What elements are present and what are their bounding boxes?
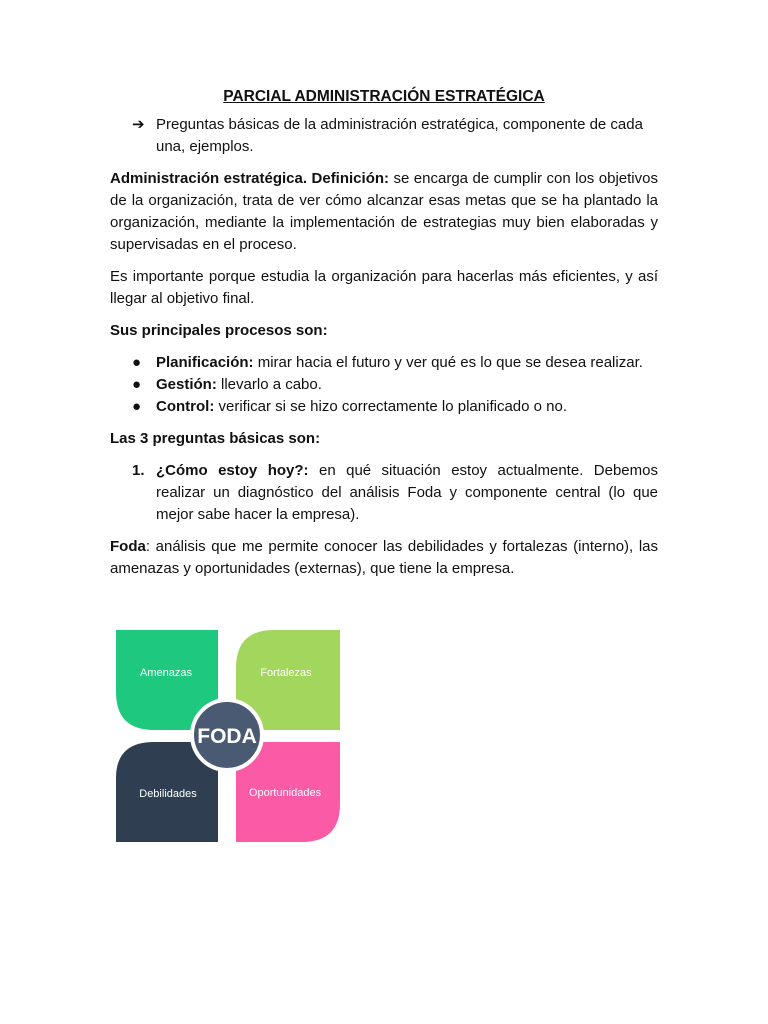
question-label: ¿Cómo estoy hoy?: (156, 462, 309, 479)
amenazas-label: Amenazas (140, 667, 192, 679)
definition-text: se encarga de cumplir con los objetivos de la organización, trata de ver cómo alcanzar esas metas que se ha plantado la organización, mediante la implementación de estrategias muy bien elaboradas y supervisadas en el proceso. (110, 170, 658, 253)
importance-paragraph: Es importante porque estudia la organización para hacerlas más eficientes, y así llegar al objetivo final. (110, 268, 658, 307)
list-item (110, 374, 658, 396)
questions-list (110, 460, 658, 526)
list-item (110, 396, 658, 418)
question-number: 1. (132, 462, 145, 479)
question-text: en qué situación estoy actualmente. Debemos realizar un diagnóstico del análisis Foda y componente central (lo que mejor sabe hacer la empresa). (156, 462, 658, 523)
foda-text: : análisis que me permite conocer las debilidades y fortalezas (interno), las amenazas y oportunidades (externas), que tiene la empresa. (110, 538, 658, 577)
processes-heading: Sus principales procesos son: (110, 322, 328, 339)
document-page (110, 86, 658, 590)
oportunidades-label: Oportunidades (248, 787, 322, 799)
process-text: mirar hacia el futuro y ver qué es lo que se desea realizar. (253, 354, 643, 371)
definition-label: Administración estratégica. Definición: (110, 170, 390, 187)
intro-text: Preguntas básicas de la administración estratégica, componente de cada una, ejemplos. (156, 116, 643, 155)
document-title: PARCIAL ADMINISTRACIÓN ESTRATÉGICA (223, 88, 545, 105)
bullet-icon: ● (132, 354, 142, 371)
list-item (110, 460, 658, 526)
intro-arrow-item (110, 114, 658, 158)
bullet-icon: ● (132, 398, 142, 415)
arrow-right-icon: ➔ (132, 116, 145, 133)
foda-label: Foda (110, 538, 146, 555)
foda-diagram (114, 628, 342, 844)
process-label: Gestión: (156, 376, 217, 393)
fortalezas-label: Fortalezas (260, 667, 312, 679)
process-text: verificar si se hizo correctamente lo planificado o no. (214, 398, 567, 415)
debilidades-label: Debilidades (139, 788, 197, 800)
foda-center-label: FODA (197, 725, 257, 748)
process-label: Planificación: (156, 354, 254, 371)
definition-paragraph (110, 168, 658, 256)
process-label: Control: (156, 398, 215, 415)
foda-paragraph (110, 536, 658, 580)
list-item (110, 352, 658, 374)
processes-list (110, 352, 658, 418)
process-text: llevarlo a cabo. (216, 376, 322, 393)
bullet-icon: ● (132, 376, 142, 393)
questions-heading: Las 3 preguntas básicas son: (110, 430, 321, 447)
